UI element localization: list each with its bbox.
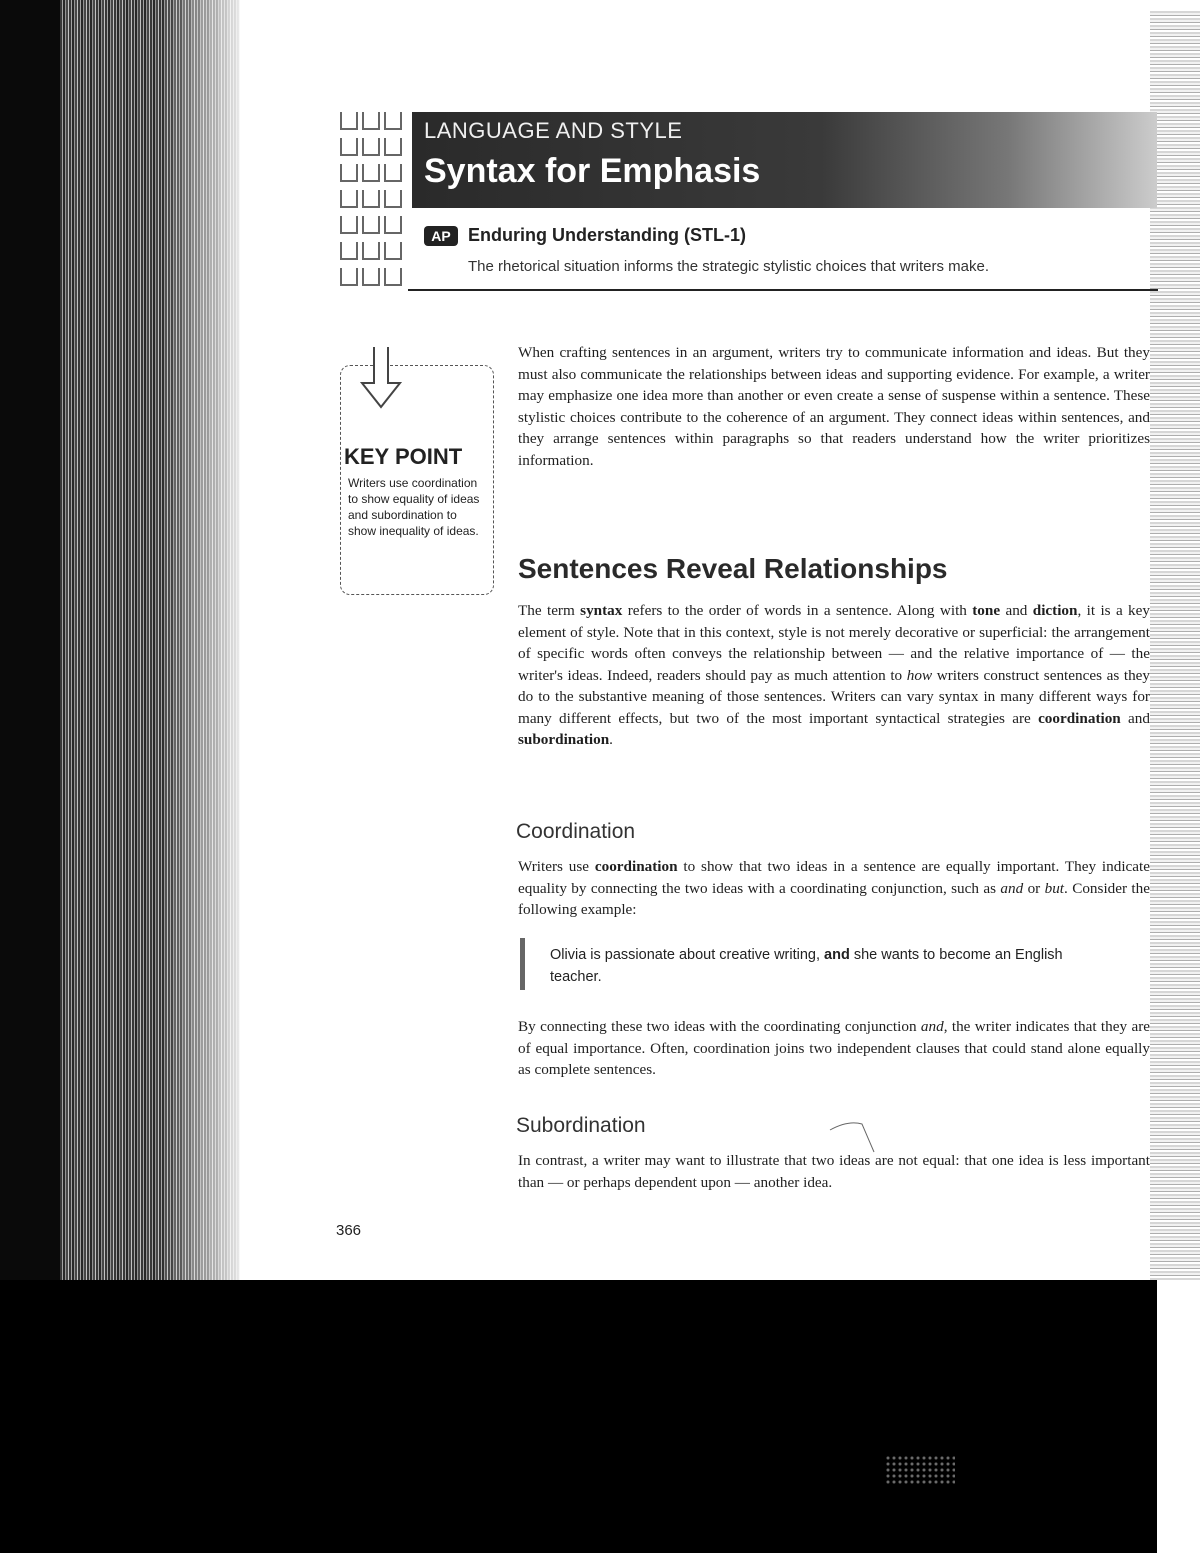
grid-decoration-icon	[340, 110, 410, 290]
text-run: Olivia is passionate about creative writing,	[550, 947, 825, 963]
key-point-title: KEY POINT	[344, 444, 463, 469]
text-run: and	[1120, 709, 1150, 727]
text-run: or	[1023, 879, 1045, 897]
scan-bottom-right-strip	[1157, 1280, 1200, 1553]
text-run: she wants to become an English teacher.	[550, 947, 1063, 985]
scan-shadow-left	[0, 0, 60, 1280]
example-conjunction: and	[824, 947, 850, 963]
text-run: writers construct sentences as they do to the substantive meaning of those sentences. Writers can vary syntax in many different ways for many different effects, but two of the most important syntactical strategies are	[518, 666, 1151, 727]
coordination-paragraph	[518, 856, 1150, 921]
emphasis-but: but	[1044, 879, 1065, 897]
intro-paragraph: When crafting sentences in an argument, writers try to communicate information and ideas. But they must also communicate the relationships between ideas and supporting evidence. For example, a writer may emphasize one idea more than another or even create a sense of suspense within a sentence. These stylistic choices contribute to the coherence of an argument. They connect ideas within sentences, and they arrange sentences within paragraphs so that readers understand how the writer prioritizes information.	[518, 344, 1150, 469]
text-run: Writers use	[518, 858, 595, 875]
emphasis-how: how	[906, 666, 933, 684]
term-subordination: subordination	[518, 731, 610, 748]
page-title: Syntax for Emphasis	[424, 152, 761, 190]
section-label: LANGUAGE AND STYLE	[424, 118, 683, 143]
subordination-paragraph: In contrast, a writer may want to illustrate that two ideas are not equal: that one idea is less important than — or perhaps dependent upon — another idea.	[518, 1152, 1150, 1191]
term-diction: diction	[1032, 602, 1078, 619]
scan-speckle	[885, 1455, 955, 1485]
term-coordination: coordination	[594, 858, 678, 875]
header-divider	[408, 289, 1158, 291]
text-run: , the writer indicates that they are of equal importance. Often, coordination joins two independent clauses that could stand alone equally as complete sentences.	[518, 1018, 1150, 1078]
arrow-down-icon	[358, 345, 404, 415]
text-run: . Consider the following example:	[518, 879, 1150, 918]
term-tone: tone	[972, 602, 1001, 619]
emphasis-and: and	[920, 1018, 944, 1035]
syntax-paragraph	[518, 600, 1150, 751]
scan-bottom-shadow	[0, 1280, 1200, 1553]
subheading-subordination: Subordination	[516, 1114, 646, 1137]
text-run: The term	[518, 602, 581, 619]
emphasis-and: and	[1000, 879, 1024, 897]
example-marker	[520, 938, 525, 990]
ap-badge: AP	[424, 226, 458, 246]
text-run: to show that two ideas in a sentence are equally important. They indicate equality by connecting the two ideas with a coordinating conjunction, such as	[518, 858, 1150, 897]
term-syntax: syntax	[580, 602, 623, 619]
section-heading: Sentences Reveal Relationships	[518, 553, 948, 584]
text-run: .	[609, 731, 613, 748]
text-run: and	[1000, 602, 1033, 619]
scan-edge-right	[1150, 10, 1200, 1280]
text-run: , it is a key element of style. Note that in this context, style is not merely decorative or superficial: the arrangement of specific words often conveys the relationship between — and the relative importance of — the writer's ideas. Indeed, readers should pay as much attention to	[518, 602, 1150, 684]
subheading-coordination: Coordination	[516, 820, 636, 843]
coordination-explanation	[518, 1016, 1150, 1081]
scan-fade-left	[160, 0, 250, 1280]
text-run: refers to the order of words in a sentence. Along with	[622, 602, 973, 619]
example-sentence	[550, 944, 1110, 988]
text-run: By connecting these two ideas with the coordinating conjunction	[518, 1018, 921, 1035]
page-number: 366	[336, 1222, 362, 1239]
enduring-understanding-text: The rhetorical situation informs the strategic stylistic choices that writers make.	[468, 258, 990, 275]
enduring-understanding-title: Enduring Understanding (STL-1)	[468, 225, 746, 245]
term-coordination: coordination	[1038, 709, 1121, 727]
key-point-text: Writers use coordination to show equality of ideas and subordination to show inequality of ideas.	[348, 476, 480, 538]
